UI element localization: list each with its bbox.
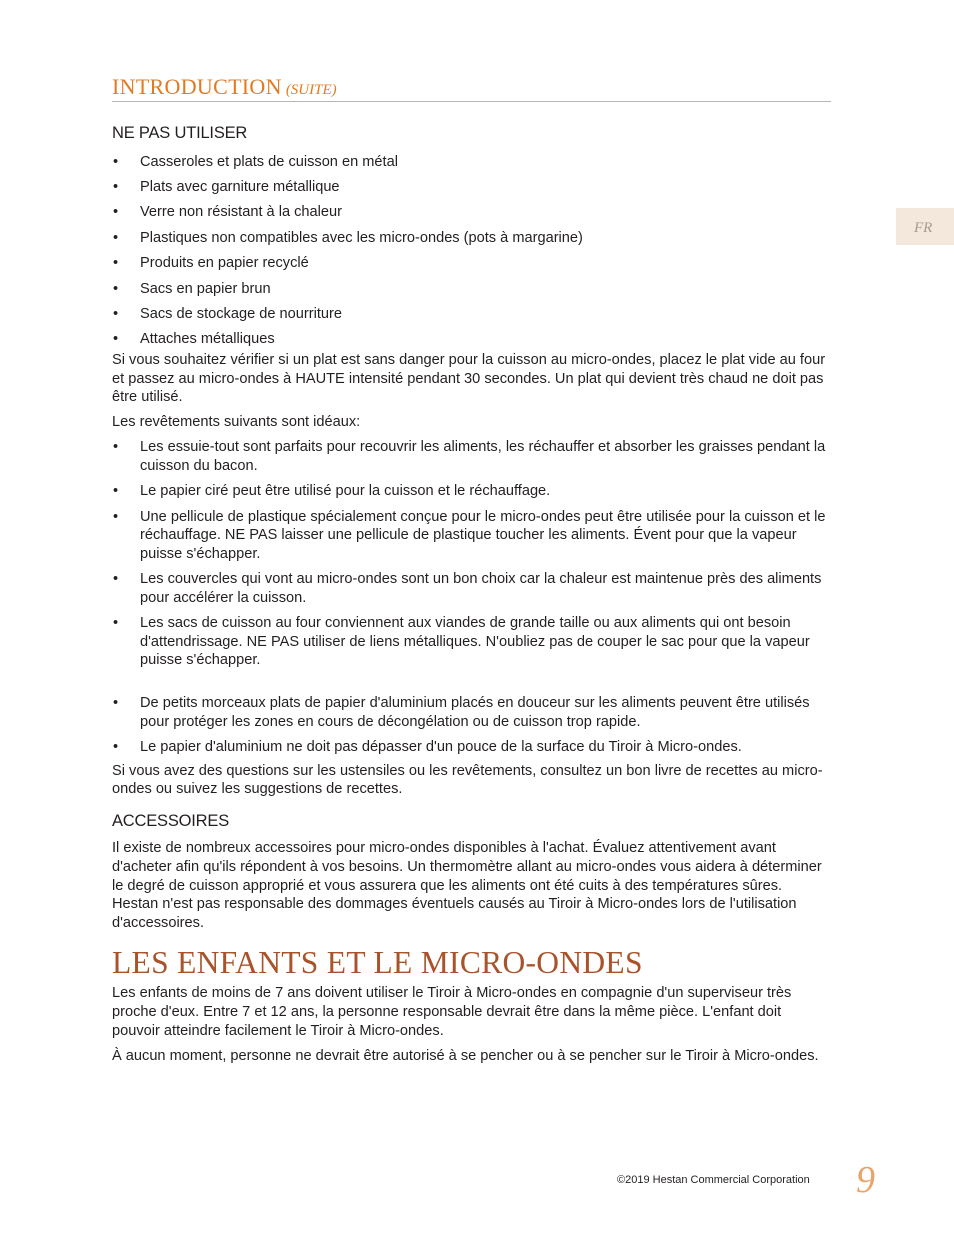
language-tab-label: FR: [914, 220, 933, 236]
list-item: • Une pellicule de plastique spécialement conçue pour le micro-ondes peut être utilisée pour la cuisson et le réchauffage. NE PAS laisser une pellicule de plastique toucher les aliments. Évent pour que la vapeur puisse s'échapper.: [113, 508, 826, 562]
list-item: • Les sacs de cuisson au four conviennent aux viandes de grande taille ou aux aliments qui ont besoin d'attendrissage. NE PAS utiliser de liens métalliques. N'oubliez pas de couper le sac pour que la vapeur puisse s'échapper.: [113, 615, 810, 669]
safety-test-paragraph: Si vous souhaitez vérifier si un plat est sans danger pour la cuisson au micro-ondes, placez le plat vide au four et passez au micro-ondes à HAUTE intensité pendant 30 secondes. Un plat qui devient très chaud ne doit pas être utilisé.: [112, 351, 826, 406]
bullet: •: [113, 483, 119, 500]
aluminium-list: [112, 694, 832, 757]
bullet: •: [113, 571, 119, 588]
list-item: • Verre non résistant à la chaleur: [113, 204, 342, 221]
section-heading-title: INTRODUCTION: [112, 74, 282, 99]
list-item: • Plastiques non compatibles avec les micro-ondes (pots à margarine): [113, 229, 583, 246]
list-item: • Attaches métalliques: [113, 331, 275, 348]
page-content: [112, 124, 832, 1072]
section-heading: [112, 74, 831, 102]
list-item: • Plats avec garniture métallique: [113, 178, 340, 195]
list-item: • De petits morceaux plats de papier d'aluminium placés en douceur sur les aliments peuvent être utilisés pour protéger les zones en cours de décongélation ou de cuisson trop rapide.: [113, 695, 810, 730]
list-item: • Sacs de stockage de nourriture: [113, 305, 342, 322]
bullet: •: [113, 695, 119, 712]
list-item: • Les essuie-tout sont parfaits pour recouvrir les aliments, les réchauffer et absorber les graisses pendant la cuisson du bacon.: [113, 439, 826, 474]
bullet: •: [113, 204, 119, 221]
do-not-use-list: [112, 153, 832, 349]
children-title: LES ENFANTS ET LE MICRO-ONDES: [112, 945, 643, 981]
bullet: •: [113, 508, 119, 525]
list-item: • Casseroles et plats de cuisson en métal: [113, 153, 398, 170]
bullet: •: [113, 153, 119, 170]
coverings-intro: Les revêtements suivants sont idéaux:: [112, 413, 361, 430]
list-item: • Le papier d'aluminium ne doit pas dépasser d'un pouce de la surface du Tiroir à Micro-ondes.: [113, 739, 742, 755]
questions-paragraph: Si vous avez des questions sur les ustensiles ou les revêtements, consultez un bon livre de recettes au micro-ondes ou suivez les suggestions de recettes.: [112, 762, 823, 798]
bullet: •: [113, 255, 119, 272]
children-paragraph-2: À aucun moment, personne ne devrait être autorisé à se pencher ou à se pencher sur le Tiroir à Micro-ondes.: [112, 1048, 819, 1065]
bullet: •: [113, 280, 119, 297]
language-tab: [896, 208, 954, 245]
list-item: • Les couvercles qui vont au micro-ondes sont un bon choix car la chaleur est maintenue près des aliments pour accélérer la cuisson.: [113, 571, 822, 606]
coverings-list: [112, 438, 832, 670]
list-item: • Sacs en papier brun: [113, 280, 271, 297]
do-not-use-title: NE PAS UTILISER: [112, 124, 248, 142]
bullet: •: [113, 739, 119, 755]
accessories-title: ACCESSOIRES: [112, 811, 229, 830]
section-heading-subtitle: (SUITE): [285, 82, 337, 98]
bullet: •: [113, 178, 119, 195]
bullet: •: [113, 229, 119, 246]
children-paragraph-1: Les enfants de moins de 7 ans doivent utiliser le Tiroir à Micro-ondes en compagnie d'un superviseur très proche d'eux. Entre 7 et 12 ans, la personne responsable devrait être dans la même pièce. L'enfant doit pouvoir atteindre facilement le Tiroir à Micro-ondes.: [112, 985, 792, 1039]
bullet: •: [113, 439, 119, 456]
bullet: •: [113, 331, 119, 348]
list-item: • Produits en papier recyclé: [113, 255, 309, 272]
bullet: •: [113, 615, 119, 632]
list-item: • Le papier ciré peut être utilisé pour la cuisson et le réchauffage.: [113, 483, 551, 500]
bullet: •: [113, 305, 119, 322]
accessories-paragraph: Il existe de nombreux accessoires pour micro-ondes disponibles à l'achat. Évaluez attentivement avant d'acheter afin qu'ils répondent à vos besoins. Un thermomètre allant au micro-ondes vous aidera à déterminer le degré de cuisson approprié et vous assurera que les aliments ont été cuits à des températures sûres. Hestan n'est pas responsable des dommages éventuels causés au Tiroir à Micro-ondes lors de l'utilisation d'accessoires.: [112, 840, 822, 931]
page-number: 9: [856, 1159, 875, 1201]
copyright-footer: ©2019 Hestan Commercial Corporation: [617, 1174, 810, 1186]
